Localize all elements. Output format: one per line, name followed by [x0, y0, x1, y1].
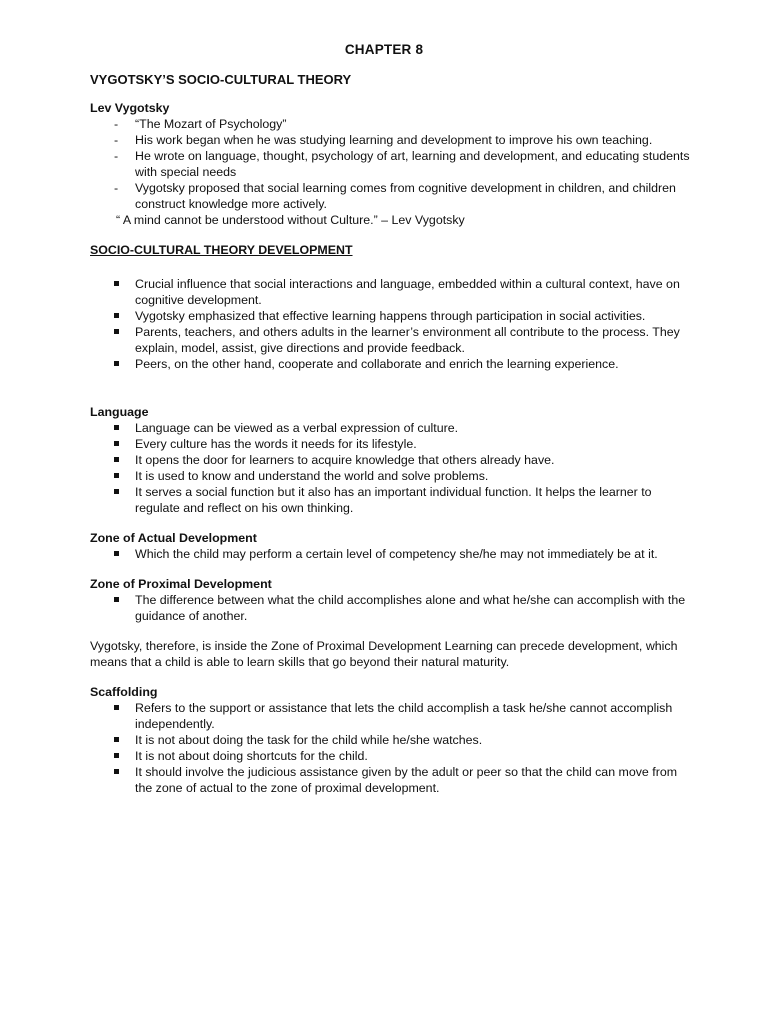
list-item: Refers to the support or assistance that lets the child accomplish a task he/she cannot accomplish independently. — [90, 700, 690, 732]
list-item: Peers, on the other hand, cooperate and collaborate and enrich the learning experience. — [90, 356, 690, 372]
list-item: Language can be viewed as a verbal expression of culture. — [90, 420, 690, 436]
list-item: Every culture has the words it needs for its lifestyle. — [90, 436, 690, 452]
section-zone-actual — [90, 530, 690, 562]
list-item: The difference between what the child accomplishes alone and what he/she can accomplish with the guidance of another. — [90, 592, 690, 624]
list-item: Which the child may perform a certain level of competency she/he may not immediately be at it. — [90, 546, 690, 562]
section-heading-zone-proximal: Zone of Proximal Development — [90, 577, 272, 591]
list-item: - He wrote on language, thought, psychology of art, learning and development, and educating students with special needs — [90, 148, 690, 180]
list-item: - Vygotsky proposed that social learning comes from cognitive development in children, and children construct knowledge more actively. — [90, 180, 690, 212]
list-item: Vygotsky emphasized that effective learning happens through participation in social activities. — [90, 308, 690, 324]
vygotsky-quote: “ A mind cannot be understood without Culture.” – Lev Vygotsky — [116, 213, 465, 227]
list-item: Parents, teachers, and others adults in the learner’s environment all contribute to the process. They explain, model, assist, give directions and provide feedback. — [90, 324, 690, 356]
list-item: It is not about doing the task for the child while he/she watches. — [90, 732, 690, 748]
section-zone-proximal — [90, 576, 690, 624]
section-heading-lev-vygotsky: Lev Vygotsky — [90, 101, 170, 115]
list-item: Crucial influence that social interactions and language, embedded within a cultural context, have on cognitive development. — [90, 276, 690, 308]
list-item: It is not about doing shortcuts for the child. — [90, 748, 690, 764]
list-item: It should involve the judicious assistance given by the adult or peer so that the child can move from the zone of actual to the zone of proximal development. — [90, 764, 690, 796]
section-heading-development: SOCIO-CULTURAL THEORY DEVELOPMENT — [90, 243, 353, 257]
list-item: It is used to know and understand the world and solve problems. — [90, 468, 690, 484]
list-item: It opens the door for learners to acquire knowledge that others already have. — [90, 452, 690, 468]
zpd-paragraph: Vygotsky, therefore, is inside the Zone of Proximal Development Learning can precede development, which means that a child is able to learn skills that go beyond their natural maturity. — [90, 639, 678, 669]
list-item: - His work began when he was studying learning and development to improve his own teaching. — [90, 132, 690, 148]
language-list — [90, 420, 690, 516]
document-body — [90, 72, 690, 796]
section-scaffolding — [90, 684, 690, 796]
list-item: - “The Mozart of Psychology” — [90, 116, 690, 132]
section-heading-scaffolding: Scaffolding — [90, 685, 158, 699]
zone-actual-list — [90, 546, 690, 562]
lev-list — [90, 116, 690, 212]
section-development — [90, 242, 690, 372]
scaffolding-list — [90, 700, 690, 796]
list-item: It serves a social function but it also has an important individual function. It helps the learner to regulate and reflect on his own thinking. — [90, 484, 690, 516]
document-title: VYGOTSKY’S SOCIO-CULTURAL THEORY — [90, 72, 352, 87]
chapter-heading: CHAPTER 8 — [344, 42, 424, 57]
section-language — [90, 404, 690, 516]
section-lev-vygotsky — [90, 100, 690, 228]
section-heading-zone-actual: Zone of Actual Development — [90, 531, 257, 545]
development-list — [90, 276, 690, 372]
section-heading-language: Language — [90, 405, 149, 419]
zone-proximal-list — [90, 592, 690, 624]
